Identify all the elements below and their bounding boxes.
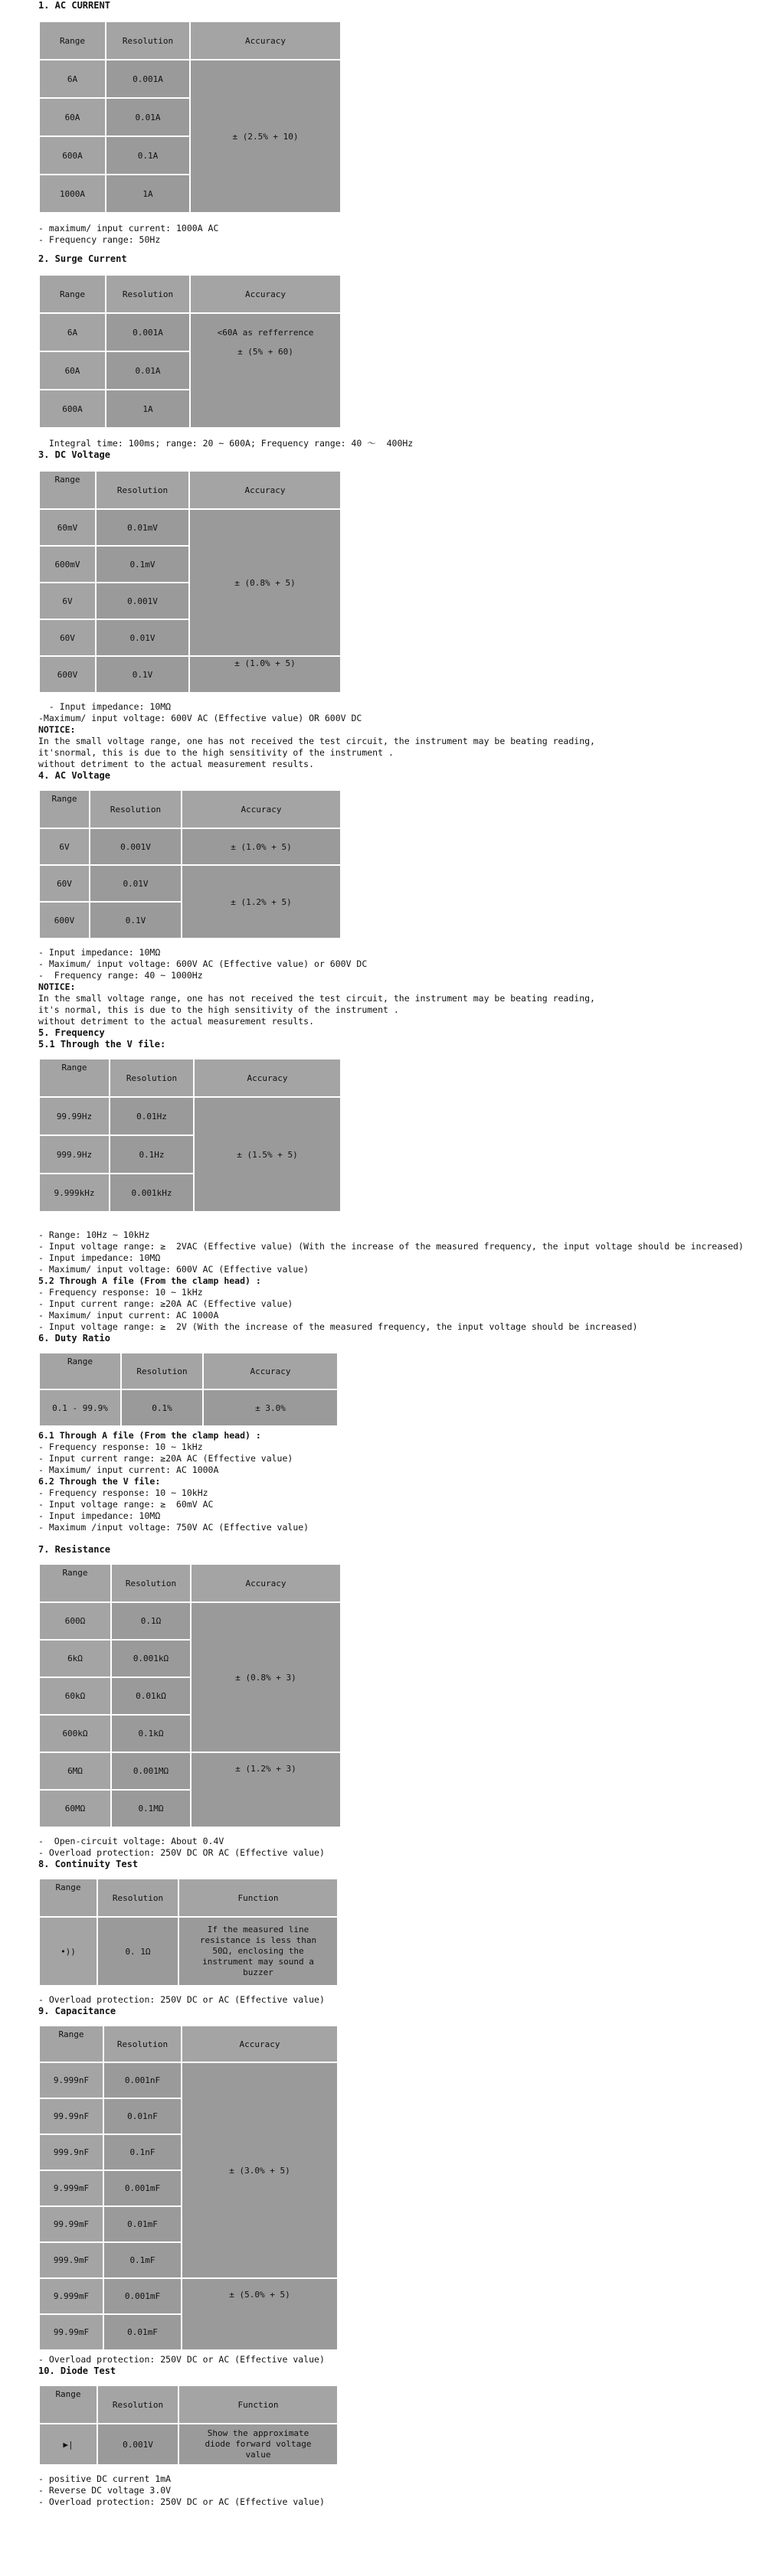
note-line: In the small voltage range, one has not received the test circuit, the instrument may be beating reading, (38, 993, 595, 1004)
note-line: - Overload protection: 250V DC or AC (Effective value) (38, 2354, 325, 2365)
range-cell: 6kΩ (40, 1641, 110, 1677)
range-cell: 999.9nF (40, 2135, 103, 2170)
resolution-cell: 0.1MΩ (112, 1791, 190, 1827)
resolution-cell: 0.01A (106, 352, 189, 389)
section-title-ac-voltage: 4. AC Voltage (38, 770, 110, 781)
note-line: - Input impedance: 10MΩ (38, 1510, 161, 1521)
range-cell: 999.9Hz (40, 1136, 109, 1173)
section-title-diode-test: 10. Diode Test (38, 2365, 116, 2376)
note-line: - Frequency response: 10 ~ 1kHz (38, 1287, 203, 1298)
note-line: - Maximum /input voltage: 750V AC (Effective value) (38, 1522, 309, 1533)
resolution-cell: 0.1nF (104, 2135, 181, 2170)
accuracy-cell: ± (0.8% + 3) (192, 1603, 340, 1752)
note-line: - Frequency range: 40 ~ 1000Hz (38, 970, 203, 981)
header-accuracy: Accuracy (204, 1353, 337, 1389)
range-cell: 999.9mF (40, 2243, 103, 2277)
section-title-ac-current: 1. AC CURRENT (38, 0, 110, 11)
resolution-cell: 0.001mF (104, 2171, 181, 2205)
resolution-cell: 0.1V (90, 903, 181, 938)
section-title-capacitance: 9. Capacitance (38, 2006, 116, 2016)
note-line: - Input voltage range: ≥ 2V (With the increase of the measured frequency, the input voltage should be increased) (38, 1321, 638, 1332)
section-title-frequency: 5. Frequency (38, 1027, 105, 1038)
section-title-surge-current: 2. Surge Current (38, 253, 127, 264)
header-range: Range (40, 276, 105, 312)
note-line: Integral time: 100ms; range: 20 ~ 600A; Frequency range: 40 ～ 400Hz (38, 438, 414, 449)
resolution-cell: 1A (106, 175, 189, 212)
table-diode (38, 2385, 339, 2466)
header-range: Range (40, 1059, 109, 1096)
header-range: Range (40, 1879, 97, 1916)
range-cell: 60mV (40, 510, 95, 545)
note-line: - Input impedance: 10MΩ (38, 947, 161, 958)
resolution-cell: 0.001A (106, 314, 189, 351)
resolution-cell: 0.1V (97, 657, 188, 692)
note-line: it'snormal, this is due to the high sensitivity of the instrument . (38, 747, 394, 758)
note-line: - Overload protection: 250V DC or AC (Effective value) (38, 1994, 325, 2005)
note-line: it's normal, this is due to the high sensitivity of the instrument . (38, 1004, 399, 1015)
accuracy-cell: ± (5.0% + 5) (182, 2279, 337, 2349)
header-resolution: Resolution (98, 2386, 178, 2423)
header-accuracy: Accuracy (190, 472, 340, 508)
diode-icon: ▶| (40, 2424, 97, 2464)
accuracy-cell: ± (2.5% + 10) (191, 60, 340, 212)
accuracy-line: <60A as refferrence (217, 328, 314, 338)
header-accuracy: Accuracy (192, 1565, 340, 1601)
accuracy-cell: ± 3.0% (204, 1390, 337, 1425)
note-line: In the small voltage range, one has not received the test circuit, the instrument may be beating reading, (38, 736, 595, 746)
resolution-cell: 0.01mV (97, 510, 188, 545)
resolution-cell: 0.001kHz (110, 1174, 193, 1211)
range-cell: 600A (40, 137, 105, 174)
note-line: - Input voltage range: ≥ 60mV AC (38, 1499, 214, 1510)
subsection-title: 6.2 Through the V file: (38, 1476, 161, 1487)
range-cell: 60kΩ (40, 1678, 110, 1714)
resolution-cell: 0.1A (106, 137, 189, 174)
header-accuracy: Accuracy (182, 2026, 337, 2062)
range-cell: 99.99Hz (40, 1098, 109, 1135)
table-dc-voltage (38, 470, 342, 694)
header-accuracy: Accuracy (182, 791, 340, 828)
note-line: - positive DC current 1mA (38, 2473, 172, 2484)
resolution-cell: 0.001A (106, 60, 189, 97)
range-cell: 9.999mF (40, 2171, 103, 2205)
resolution-cell: 1A (106, 390, 189, 427)
range-cell: 600V (40, 657, 95, 692)
table-resistance (38, 1563, 342, 1828)
resolution-cell: 0.01mF (104, 2315, 181, 2349)
header-resolution: Resolution (106, 22, 189, 59)
range-cell: 9.999kHz (40, 1174, 109, 1211)
note-line: - Maximum/ input voltage: 600V AC (Effective value) or 600V DC (38, 958, 368, 969)
resolution-cell: 0.01mF (104, 2207, 181, 2241)
resolution-cell: 0.01V (90, 866, 181, 901)
note-line: - Overload protection: 250V DC OR AC (Effective value) (38, 1847, 325, 1858)
range-cell: 1000A (40, 175, 105, 212)
resolution-cell: 0. 1Ω (98, 1918, 178, 1985)
table-duty-ratio (38, 1352, 339, 1427)
note-line: - Reverse DC voltage 3.0V (38, 2485, 172, 2496)
header-resolution: Resolution (98, 1879, 178, 1916)
resolution-cell: 0.01Hz (110, 1098, 193, 1135)
header-function: Function (179, 2386, 337, 2423)
resolution-cell: 0.1mF (104, 2243, 181, 2277)
table-capacitance (38, 2025, 339, 2351)
section-title-continuity-test: 8. Continuity Test (38, 1859, 139, 1869)
header-accuracy: Accuracy (195, 1059, 340, 1096)
header-accuracy: Accuracy (191, 22, 340, 59)
header-range: Range (40, 22, 105, 59)
subsection-title: 5.2 Through A file (From the clamp head) : (38, 1275, 261, 1286)
note-line: - Input impedance: 10MΩ (38, 701, 172, 712)
spec-document (38, 0, 758, 2508)
note-line: - Range: 10Hz ~ 10kHz (38, 1229, 150, 1240)
header-resolution: Resolution (90, 791, 181, 828)
resolution-cell: 0.001MΩ (112, 1753, 190, 1789)
accuracy-cell (191, 314, 340, 427)
note-line: - Input impedance: 10MΩ (38, 1252, 161, 1263)
range-cell: 60A (40, 352, 105, 389)
accuracy-cell: ± (1.5% + 5) (195, 1098, 340, 1211)
accuracy-cell: ± (1.2% + 5) (182, 866, 340, 938)
resolution-cell: 0.001kΩ (112, 1641, 190, 1677)
accuracy-cell: ± (1.2% + 3) (192, 1753, 340, 1827)
header-resolution: Resolution (104, 2026, 181, 2062)
section-title-duty-ratio: 6. Duty Ratio (38, 1333, 110, 1344)
resolution-cell: 0.1kΩ (112, 1716, 190, 1752)
notice-label: NOTICE: (38, 981, 76, 992)
header-accuracy: Accuracy (191, 276, 340, 312)
header-range: Range (40, 791, 89, 828)
subsection-title: 6.1 Through A file (From the clamp head) : (38, 1430, 261, 1441)
range-cell: 6V (40, 829, 89, 864)
note-line: - Overload protection: 250V DC or AC (Effective value) (38, 2496, 325, 2507)
header-function: Function (179, 1879, 337, 1916)
function-cell: If the measured line resistance is less than 50Ω, enclosing the instrument may sound a buzzer (179, 1918, 337, 1985)
resolution-cell: 0.01A (106, 99, 189, 135)
resolution-cell: 0.01kΩ (112, 1678, 190, 1714)
header-range: Range (40, 1565, 110, 1601)
note-line: - Open-circuit voltage: About 0.4V (38, 1836, 224, 1846)
section-title-dc-voltage: 3. DC Voltage (38, 449, 110, 460)
range-cell: 600mV (40, 547, 95, 582)
header-resolution: Resolution (110, 1059, 193, 1096)
range-cell: 60V (40, 866, 89, 901)
accuracy-cell: ± (1.0% + 5) (182, 829, 340, 864)
header-range: Range (40, 472, 95, 508)
resolution-cell: 0.001V (97, 583, 188, 619)
note-line: without detriment to the actual measurement results. (38, 759, 315, 769)
range-cell: 99.99mF (40, 2315, 103, 2349)
resolution-cell: 0.001nF (104, 2063, 181, 2098)
note-line: - Input current range: ≥20A AC (Effective value) (38, 1298, 293, 1309)
header-resolution: Resolution (97, 472, 188, 508)
range-cell: 60MΩ (40, 1791, 110, 1827)
note-line: without detriment to the actual measurement results. (38, 1016, 315, 1027)
accuracy-cell: ± (0.8% + 5) (190, 510, 340, 655)
resolution-cell: 0.1Hz (110, 1136, 193, 1173)
range-cell: 60A (40, 99, 105, 135)
section-title-resistance: 7. Resistance (38, 1544, 110, 1555)
range-cell: 6A (40, 60, 105, 97)
note-line: - Input current range: ≥20A AC (Effective value) (38, 1453, 293, 1464)
header-resolution: Resolution (122, 1353, 202, 1389)
range-cell: 600V (40, 903, 89, 938)
range-cell: 9.999mF (40, 2279, 103, 2313)
table-ac-current (38, 21, 342, 214)
notice-label: NOTICE: (38, 724, 76, 735)
table-frequency (38, 1058, 342, 1213)
buzzer-icon: •)) (40, 1918, 97, 1985)
resolution-cell: 0.001V (90, 829, 181, 864)
note-line: -Maximum/ input voltage: 600V AC (Effective value) OR 600V DC (38, 713, 362, 723)
resolution-cell: 0.1Ω (112, 1603, 190, 1639)
note-line: - Maximum/ input current: AC 1000A (38, 1310, 219, 1321)
range-cell: 60V (40, 620, 95, 655)
header-resolution: Resolution (106, 276, 189, 312)
range-cell: 600A (40, 390, 105, 427)
table-ac-voltage (38, 789, 342, 939)
range-cell: 6A (40, 314, 105, 351)
resolution-cell: 0.001V (98, 2424, 178, 2464)
header-range: Range (40, 1353, 120, 1389)
resolution-cell: 0.01V (97, 620, 188, 655)
accuracy-line: ± (5% + 60) (237, 347, 293, 357)
note-line: - Maximum/ input voltage: 600V AC (Effective value) (38, 1264, 309, 1275)
subsection-title: 5.1 Through the V file: (38, 1039, 166, 1050)
resolution-cell: 0.1mV (97, 547, 188, 582)
resolution-cell: 0.01nF (104, 2099, 181, 2134)
range-cell: 6V (40, 583, 95, 619)
accuracy-cell: ± (3.0% + 5) (182, 2063, 337, 2277)
resolution-cell: 0.1% (122, 1390, 202, 1425)
range-cell: 99.99mF (40, 2207, 103, 2241)
header-range: Range (40, 2026, 103, 2062)
note-line: - Frequency range: 50Hz (38, 234, 161, 245)
range-cell: 99.99nF (40, 2099, 103, 2134)
note-line: - Input voltage range: ≥ 2VAC (Effective value) (With the increase of the measured frequency, the input voltage should be increased) (38, 1241, 744, 1252)
table-continuity (38, 1878, 339, 1987)
range-cell: 0.1 - 99.9% (40, 1390, 120, 1425)
resolution-cell: 0.001mF (104, 2279, 181, 2313)
range-cell: 6MΩ (40, 1753, 110, 1789)
function-cell: Show the approximate diode forward voltage value (179, 2424, 337, 2464)
range-cell: 600kΩ (40, 1716, 110, 1752)
header-resolution: Resolution (112, 1565, 190, 1601)
note-line: - maximum/ input current: 1000A AC (38, 223, 219, 233)
note-line: - Frequency response: 10 ~ 10kHz (38, 1487, 208, 1498)
range-cell: 600Ω (40, 1603, 110, 1639)
note-line: - Frequency response: 10 ~ 1kHz (38, 1441, 203, 1452)
header-range: Range (40, 2386, 97, 2423)
range-cell: 9.999nF (40, 2063, 103, 2098)
accuracy-cell: ± (1.0% + 5) (190, 657, 340, 692)
note-line: - Maximum/ input current: AC 1000A (38, 1464, 219, 1475)
table-surge-current (38, 274, 342, 429)
